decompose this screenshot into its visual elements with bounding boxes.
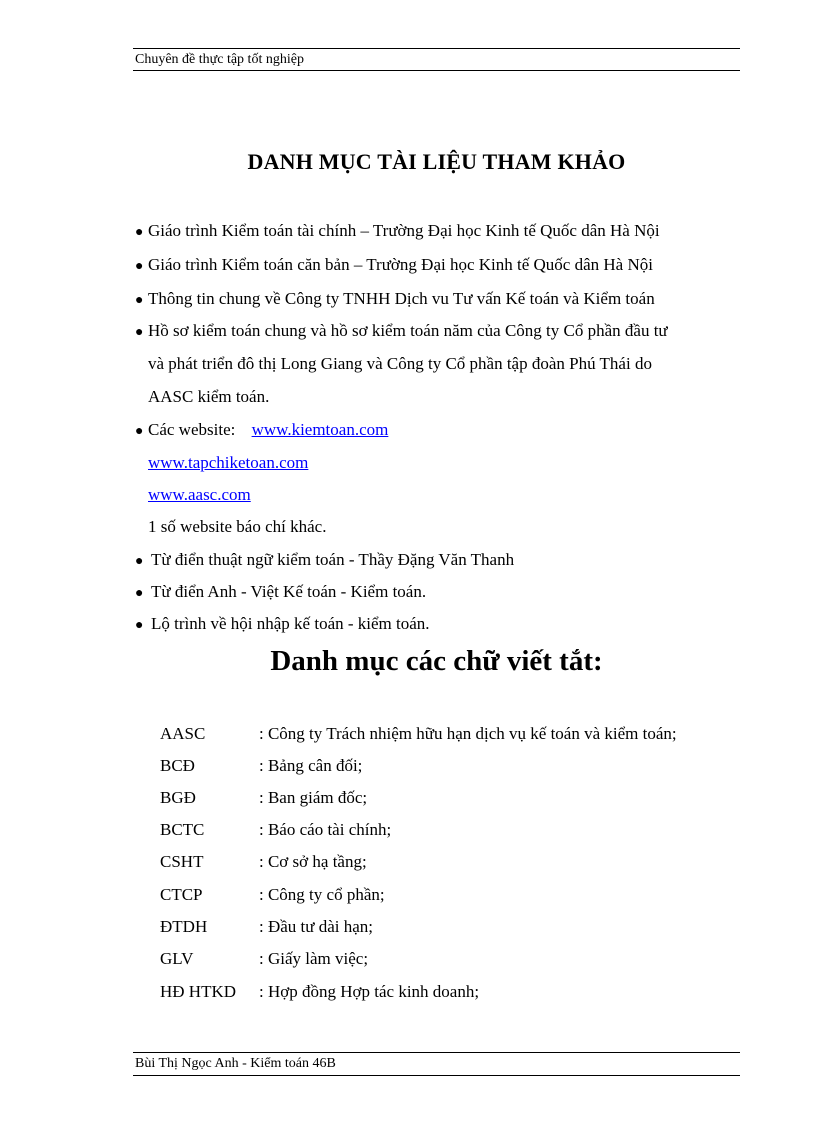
header-top-rule xyxy=(133,48,740,49)
abbreviation-desc: : Công ty cổ phần; xyxy=(259,885,385,904)
abbreviation-row xyxy=(160,787,367,809)
abbreviation-desc: : Giấy làm việc; xyxy=(259,949,369,968)
abbreviation-desc: : Công ty Trách nhiệm hữu hạn dịch vụ kế toán và kiểm toán; xyxy=(259,724,677,743)
reference-item: ● Thông tin chung về Công ty TNHH Dịch vu Tư vấn Kế toán và Kiểm toán xyxy=(135,288,655,310)
abbreviation-desc: : Bảng cân đối; xyxy=(259,756,363,775)
abbreviation-code: BCĐ xyxy=(160,756,195,775)
page-title: DANH MỤC TÀI LIỆU THAM KHẢO xyxy=(247,149,626,174)
abbreviation-row xyxy=(160,948,368,970)
websites-label: Các website: xyxy=(148,420,236,439)
bullet-icon: ● xyxy=(135,325,144,340)
abbreviation-row xyxy=(160,723,677,745)
reference-item: ● Giáo trình Kiểm toán tài chính – Trường Đại học Kinh tế Quốc dân Hà Nội xyxy=(135,220,660,242)
bullet-icon: ● xyxy=(135,424,144,439)
reference-other-sites: 1 số website báo chí khác. xyxy=(148,517,327,536)
reference-item: ● Từ điển thuật ngữ kiểm toán - Thầy Đặng Văn Thanh xyxy=(135,549,514,571)
reference-item: ● Giáo trình Kiểm toán căn bản – Trường Đại học Kinh tế Quốc dân Hà Nội xyxy=(135,254,653,276)
website-line xyxy=(148,484,251,506)
reference-item-continued: AASC kiểm toán. xyxy=(148,387,270,406)
abbreviation-row xyxy=(160,916,373,938)
running-footer: Bùi Thị Ngọc Anh - Kiểm toán 46B xyxy=(135,1056,336,1071)
link-aasc[interactable]: www.aasc.com xyxy=(148,485,251,504)
footer-bottom-rule xyxy=(133,1075,740,1076)
link-kiemtoan[interactable]: www.kiemtoan.com xyxy=(251,420,389,439)
bullet-icon: ● xyxy=(135,225,144,240)
abbreviation-code: ĐTDH xyxy=(160,917,208,936)
abbreviation-desc: : Hợp đồng Hợp tác kinh doanh; xyxy=(259,982,480,1001)
reference-websites xyxy=(135,419,388,441)
abbreviation-code: CSHT xyxy=(160,852,204,871)
reference-item: ● Từ điển Anh - Việt Kế toán - Kiểm toán. xyxy=(135,581,426,603)
abbreviation-code: GLV xyxy=(160,949,194,968)
reference-item-continued: và phát triển đô thị Long Giang và Công ty Cổ phần tập đoàn Phú Thái do xyxy=(148,354,652,373)
footer-top-rule xyxy=(133,1052,740,1053)
abbreviation-desc: : Đầu tư dài hạn; xyxy=(259,917,374,936)
bullet-icon: ● xyxy=(135,293,144,308)
abbreviation-row xyxy=(160,819,391,841)
abbreviation-code: BCTC xyxy=(160,820,205,839)
bullet-icon: ● xyxy=(135,586,144,601)
abbreviation-row xyxy=(160,884,385,906)
abbreviation-row xyxy=(160,981,479,1003)
bullet-icon: ● xyxy=(135,618,144,633)
abbreviation-code: CTCP xyxy=(160,885,203,904)
abbreviation-desc: : Cơ sở hạ tầng; xyxy=(259,852,367,871)
bullet-icon: ● xyxy=(135,259,144,274)
abbreviation-desc: : Báo cáo tài chính; xyxy=(259,820,392,839)
abbreviation-row xyxy=(160,755,362,777)
abbreviation-row xyxy=(160,851,367,873)
abbreviation-code: HĐ HTKD xyxy=(160,982,237,1001)
reference-item: ● Lộ trình về hội nhập kế toán - kiểm toán. xyxy=(135,613,430,635)
abbreviation-code: BGĐ xyxy=(160,788,196,807)
abbreviations-title: Danh mục các chữ viết tắt: xyxy=(270,645,603,677)
website-line xyxy=(148,452,308,474)
bullet-icon: ● xyxy=(135,554,144,569)
running-header: Chuyên đề thực tập tốt nghiệp xyxy=(135,52,304,67)
abbreviation-desc: : Ban giám đốc; xyxy=(259,788,368,807)
reference-item: ● Hồ sơ kiểm toán chung và hồ sơ kiểm toán năm của Công ty Cổ phần đầu tư xyxy=(135,320,668,342)
link-tapchiketoan[interactable]: www.tapchiketoan.com xyxy=(148,453,309,472)
abbreviation-code: AASC xyxy=(160,724,206,743)
header-bottom-rule xyxy=(133,70,740,71)
